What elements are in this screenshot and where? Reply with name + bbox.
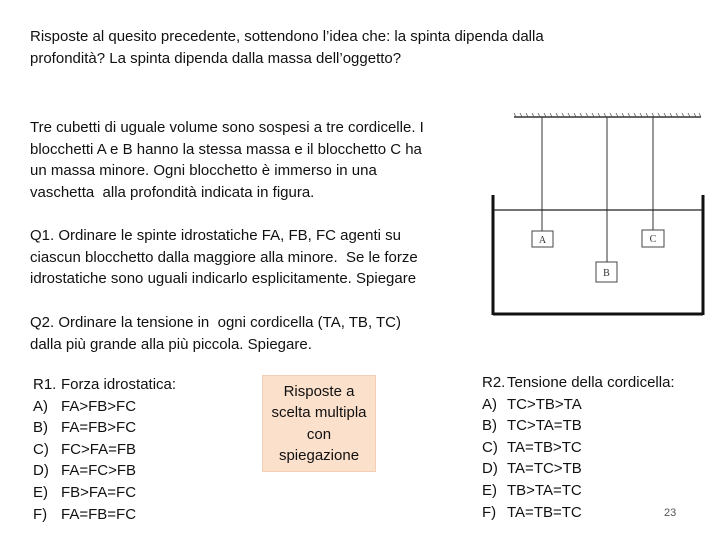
answer-option[interactable]: A) TC>TB>TA xyxy=(482,395,582,413)
description-line: vaschetta alla profondità indicata in figura. xyxy=(30,183,315,201)
problem-description xyxy=(30,117,424,203)
callout-text: Risposte a scelta multipla con spiegazione xyxy=(271,382,367,464)
answer-list-title: R2. Tensione della cordicella: xyxy=(482,374,675,391)
answer-option[interactable]: D) FA=FC>FB xyxy=(33,462,137,480)
question-line: dalla più grande alla più piccola. Spiegare. xyxy=(30,335,312,353)
description-line: un massa minore. Ogni blocchetto è immerso in una xyxy=(30,162,377,179)
intro-text xyxy=(30,26,544,69)
answer-option[interactable]: B) TC>TA=TB xyxy=(482,417,582,435)
answer-option[interactable]: E) TB>TA=TC xyxy=(482,481,582,499)
description-line: blocchetti A e B hanno la stessa massa e il blocchetto C ha xyxy=(30,140,422,158)
svg-text:B: B xyxy=(603,268,610,279)
answer-option[interactable]: F) FA=FB=FC xyxy=(33,505,137,523)
answer-list-r1 xyxy=(33,374,176,525)
answer-option[interactable]: A) FA>FB>FC xyxy=(33,397,137,415)
intro-line: Risposte al quesito precedente, sottendono l’idea che: la spinta dipenda dalla xyxy=(30,28,544,45)
block-c xyxy=(642,230,664,247)
block-b xyxy=(596,262,617,282)
answer-option[interactable]: C) TA=TB>TC xyxy=(482,438,582,456)
question-1 xyxy=(30,225,418,290)
page-number: 23 xyxy=(664,507,677,519)
description-line: Tre cubetti di uguale volume sono sospesi a tre cordicelle. I xyxy=(30,119,424,136)
question-line: Q2. Ordinare la tensione in ogni cordicella (TA, TB, TC) xyxy=(30,314,401,331)
svg-text:A: A xyxy=(538,235,547,246)
water-tank xyxy=(493,195,703,315)
answer-option[interactable]: C) FC>FA=FB xyxy=(33,440,137,458)
ceiling-support xyxy=(514,113,701,117)
block-a xyxy=(532,231,553,247)
question-line: Q1. Ordinare le spinte idrostatiche FA, FB, FC agenti su xyxy=(30,227,402,244)
question-2 xyxy=(30,312,401,355)
answer-list-title: R1. Forza idrostatica: xyxy=(33,376,177,393)
question-line: ciascun blocchetto dalla maggiore alla minore. Se le forze xyxy=(30,248,418,266)
svg-text:C: C xyxy=(649,234,657,245)
answer-option[interactable]: D) TA=TC>TB xyxy=(482,460,582,478)
multiple-choice-callout xyxy=(262,375,376,472)
answer-option[interactable]: E) FB>FA=FC xyxy=(33,483,137,501)
answer-option[interactable]: F) TA=TB=TC xyxy=(482,503,582,521)
answer-option[interactable]: B) FA=FB>FC xyxy=(33,419,137,437)
tank-figure xyxy=(490,112,708,318)
intro-line: profondità? La spinta dipenda dalla massa dell’oggetto? xyxy=(30,49,402,67)
answer-list-r2 xyxy=(482,372,675,523)
question-line: idrostatiche sono uguali indicarlo esplicitamente. Spiegare xyxy=(30,270,417,287)
